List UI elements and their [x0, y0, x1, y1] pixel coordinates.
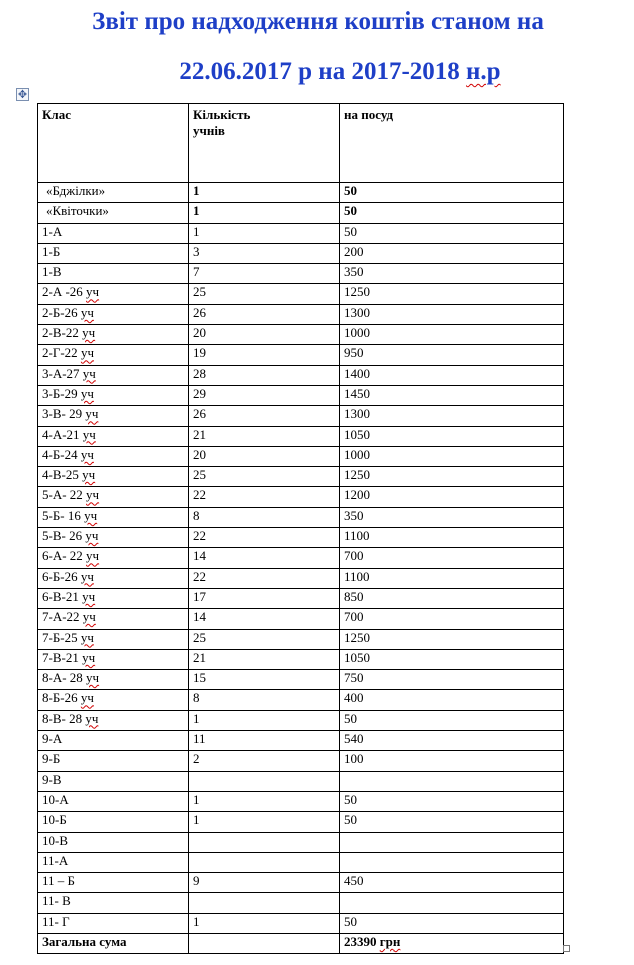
total-amount-value: 23390: [344, 933, 380, 949]
cell-count: 21: [189, 426, 340, 446]
class-suffix: уч: [86, 487, 100, 503]
class-name: 8-А- 28: [42, 670, 87, 686]
cell-class: [38, 832, 189, 852]
cell-amount: 1000: [340, 446, 564, 466]
class-suffix: уч: [80, 304, 94, 320]
cell-amount: 100: [340, 751, 564, 771]
cell-class: [38, 852, 189, 872]
cell-count: 15: [189, 670, 340, 690]
cell-amount: 1250: [340, 629, 564, 649]
cell-amount: 1250: [340, 467, 564, 487]
table-row: [38, 183, 564, 203]
class-name: 11- Г: [42, 913, 70, 929]
class-name: 10-В: [42, 832, 68, 848]
cell-class: [38, 304, 189, 324]
cell-amount: 1250: [340, 284, 564, 304]
class-name: 9-В: [42, 771, 62, 787]
cell-amount: [340, 852, 564, 872]
cell-amount: 1100: [340, 528, 564, 548]
table-row: [38, 771, 564, 791]
cell-class: [38, 264, 189, 284]
cell-count: 1: [189, 913, 340, 933]
class-name: 7-А-22: [42, 609, 83, 625]
table-row: [38, 710, 564, 730]
table-row: [38, 731, 564, 751]
class-name: 4-В-25: [42, 467, 83, 483]
table-row: [38, 852, 564, 872]
class-name: 10-А: [42, 791, 69, 807]
class-name: 6-Б-26: [42, 568, 81, 584]
table-row: [38, 467, 564, 487]
cell-count: 1: [189, 183, 340, 203]
total-label: Загальна сума: [38, 933, 189, 953]
table-row: [38, 873, 564, 893]
class-suffix: уч: [82, 649, 96, 665]
cell-class: [38, 812, 189, 832]
cell-count: 20: [189, 446, 340, 466]
cell-class: [38, 406, 189, 426]
class-suffix: уч: [86, 284, 100, 300]
table-row: [38, 203, 564, 223]
class-suffix: уч: [85, 710, 99, 726]
cell-class: [38, 426, 189, 446]
cell-class: [38, 731, 189, 751]
cell-amount: 1050: [340, 426, 564, 446]
total-amount: [340, 933, 564, 953]
class-name: 7-Б-25: [42, 629, 81, 645]
table-row: [38, 264, 564, 284]
table-row: [38, 893, 564, 913]
header-class: Клас: [38, 104, 189, 183]
cell-count: 25: [189, 284, 340, 304]
class-name: 4-А-21: [42, 426, 83, 442]
cell-count: 11: [189, 731, 340, 751]
table-row: [38, 548, 564, 568]
class-name: 3-В- 29: [42, 406, 86, 422]
report-title-line-2: [40, 57, 634, 87]
cell-amount: 950: [340, 345, 564, 365]
table-row: [38, 365, 564, 385]
cell-amount: 1000: [340, 325, 564, 345]
header-count: Кількість учнів: [189, 104, 340, 183]
cell-count: 1: [189, 812, 340, 832]
cell-class: [38, 223, 189, 243]
cell-amount: 50: [340, 223, 564, 243]
cell-count: 2: [189, 751, 340, 771]
table-row: [38, 243, 564, 263]
class-name: 6-В-21: [42, 588, 83, 604]
cell-count: 20: [189, 325, 340, 345]
cell-count: 14: [189, 609, 340, 629]
class-suffix: уч: [82, 588, 96, 604]
cell-class: [38, 243, 189, 263]
cell-class: [38, 670, 189, 690]
table-row: [38, 406, 564, 426]
table-row: [38, 325, 564, 345]
table-resize-handle-icon[interactable]: [563, 945, 570, 952]
cell-amount: 540: [340, 731, 564, 751]
cell-class: [38, 588, 189, 608]
cell-count: 25: [189, 629, 340, 649]
total-amount-currency: грн: [379, 933, 401, 949]
table-move-handle-icon[interactable]: ✥: [17, 88, 28, 101]
class-name: 5-Б- 16: [42, 507, 85, 523]
report-title-line-1: Звіт про надходження коштів станом на: [92, 8, 544, 35]
table-row: [38, 588, 564, 608]
cell-amount: 1200: [340, 487, 564, 507]
cell-class: [38, 528, 189, 548]
class-name: 7-В-21: [42, 649, 83, 665]
class-name: 2-А -26: [42, 284, 87, 300]
cell-count: 8: [189, 690, 340, 710]
cell-count: 22: [189, 568, 340, 588]
table-row: [38, 670, 564, 690]
class-name: 3-Б-29: [42, 385, 81, 401]
table-row: [38, 446, 564, 466]
cell-count: 19: [189, 345, 340, 365]
total-count: [189, 933, 340, 953]
report-title-abbrev: н.р: [466, 58, 501, 85]
table-row: [38, 345, 564, 365]
table-row: [38, 223, 564, 243]
cell-count: 21: [189, 649, 340, 669]
report-table: [37, 103, 564, 954]
cell-amount: 1100: [340, 568, 564, 588]
cell-class: [38, 873, 189, 893]
cell-amount: 50: [340, 183, 564, 203]
cell-count: 29: [189, 385, 340, 405]
cell-count: 22: [189, 487, 340, 507]
table-row: [38, 690, 564, 710]
cell-count: 8: [189, 507, 340, 527]
cell-count: 1: [189, 791, 340, 811]
cell-class: [38, 487, 189, 507]
table-total-row: [38, 933, 564, 953]
cell-count: 26: [189, 304, 340, 324]
class-name: 5-А- 22: [42, 487, 87, 503]
cell-amount: [340, 893, 564, 913]
cell-class: [38, 507, 189, 527]
cell-amount: 50: [340, 913, 564, 933]
cell-amount: 350: [340, 507, 564, 527]
class-name: 11-А: [42, 852, 69, 868]
class-name: 4-Б-24: [42, 446, 81, 462]
cell-class: [38, 751, 189, 771]
class-suffix: уч: [80, 568, 94, 584]
cell-amount: 50: [340, 710, 564, 730]
table-row: [38, 913, 564, 933]
class-name: 10-Б: [42, 812, 67, 828]
class-suffix: уч: [85, 406, 99, 422]
class-suffix: уч: [80, 690, 94, 706]
class-name: 2-Б-26: [42, 304, 81, 320]
class-name: 2-Г-22: [42, 345, 81, 361]
class-name: 1-Б: [42, 243, 61, 259]
class-suffix: уч: [82, 325, 96, 341]
table-row: [38, 284, 564, 304]
class-suffix: уч: [86, 548, 100, 564]
table-row: [38, 609, 564, 629]
cell-class: [38, 325, 189, 345]
table-header-row: [38, 104, 564, 183]
cell-amount: 350: [340, 264, 564, 284]
cell-amount: 1050: [340, 649, 564, 669]
cell-class: [38, 446, 189, 466]
class-name: 11- В: [42, 893, 71, 909]
cell-count: [189, 832, 340, 852]
class-name: 1-В: [42, 264, 62, 280]
cell-count: 17: [189, 588, 340, 608]
table-row: [38, 487, 564, 507]
report-title-date: 22.06.2017 р на 2017-2018: [179, 58, 467, 85]
cell-count: 1: [189, 203, 340, 223]
class-suffix: уч: [85, 528, 99, 544]
cell-class: [38, 548, 189, 568]
class-name: 2-В-22: [42, 325, 83, 341]
class-suffix: уч: [80, 446, 94, 462]
cell-count: 25: [189, 467, 340, 487]
cell-count: 1: [189, 223, 340, 243]
class-name: «Квіточки»: [46, 203, 109, 219]
cell-amount: [340, 771, 564, 791]
cell-class: [38, 568, 189, 588]
class-name: 9-Б: [42, 751, 61, 767]
class-suffix: уч: [84, 507, 98, 523]
table-row: [38, 304, 564, 324]
cell-class: [38, 284, 189, 304]
class-suffix: уч: [82, 426, 96, 442]
class-name: 1-А: [42, 223, 63, 239]
cell-class: [38, 710, 189, 730]
cell-amount: 200: [340, 243, 564, 263]
class-suffix: уч: [86, 670, 100, 686]
cell-class: [38, 913, 189, 933]
class-suffix: уч: [82, 365, 96, 381]
cell-amount: 400: [340, 690, 564, 710]
cell-count: 14: [189, 548, 340, 568]
class-suffix: уч: [82, 609, 96, 625]
cell-amount: 1450: [340, 385, 564, 405]
class-suffix: уч: [80, 629, 94, 645]
class-name: «Бджілки»: [46, 183, 106, 198]
cell-class: [38, 649, 189, 669]
class-name: 11 – Б: [42, 873, 75, 889]
cell-class: [38, 365, 189, 385]
cell-amount: 1400: [340, 365, 564, 385]
class-suffix: уч: [80, 345, 94, 361]
class-name: 5-В- 26: [42, 528, 86, 544]
cell-amount: 450: [340, 873, 564, 893]
cell-amount: 50: [340, 791, 564, 811]
cell-amount: 50: [340, 203, 564, 223]
cell-class: [38, 183, 189, 203]
cell-count: 3: [189, 243, 340, 263]
cell-class: [38, 629, 189, 649]
cell-count: 22: [189, 528, 340, 548]
table-row: [38, 568, 564, 588]
cell-count: [189, 852, 340, 872]
cell-amount: 50: [340, 812, 564, 832]
class-name: 9-А: [42, 731, 63, 747]
cell-class: [38, 791, 189, 811]
class-name: 8-В- 28: [42, 710, 86, 726]
cell-count: 7: [189, 264, 340, 284]
class-suffix: уч: [80, 385, 94, 401]
cell-count: [189, 893, 340, 913]
table-row: [38, 649, 564, 669]
table-row: [38, 426, 564, 446]
class-name: 3-А-27: [42, 365, 83, 381]
cell-class: [38, 771, 189, 791]
table-row: [38, 507, 564, 527]
table-row: [38, 751, 564, 771]
cell-count: [189, 771, 340, 791]
table-row: [38, 528, 564, 548]
table-row: [38, 812, 564, 832]
cell-amount: 1300: [340, 406, 564, 426]
header-amount: на посуд: [340, 104, 564, 183]
cell-count: 9: [189, 873, 340, 893]
class-name: 8-Б-26: [42, 690, 81, 706]
class-name: 6-А- 22: [42, 548, 87, 564]
cell-amount: 750: [340, 670, 564, 690]
cell-class: [38, 467, 189, 487]
cell-class: [38, 893, 189, 913]
table-row: [38, 791, 564, 811]
cell-class: [38, 203, 189, 223]
class-suffix: уч: [82, 467, 96, 483]
cell-amount: 700: [340, 609, 564, 629]
cell-class: [38, 690, 189, 710]
cell-class: [38, 385, 189, 405]
cell-count: 26: [189, 406, 340, 426]
table-row: [38, 832, 564, 852]
cell-class: [38, 345, 189, 365]
table-row: [38, 629, 564, 649]
cell-amount: [340, 832, 564, 852]
table-row: [38, 385, 564, 405]
cell-count: 1: [189, 710, 340, 730]
cell-class: [38, 609, 189, 629]
cell-amount: 700: [340, 548, 564, 568]
cell-amount: 850: [340, 588, 564, 608]
cell-count: 28: [189, 365, 340, 385]
cell-amount: 1300: [340, 304, 564, 324]
